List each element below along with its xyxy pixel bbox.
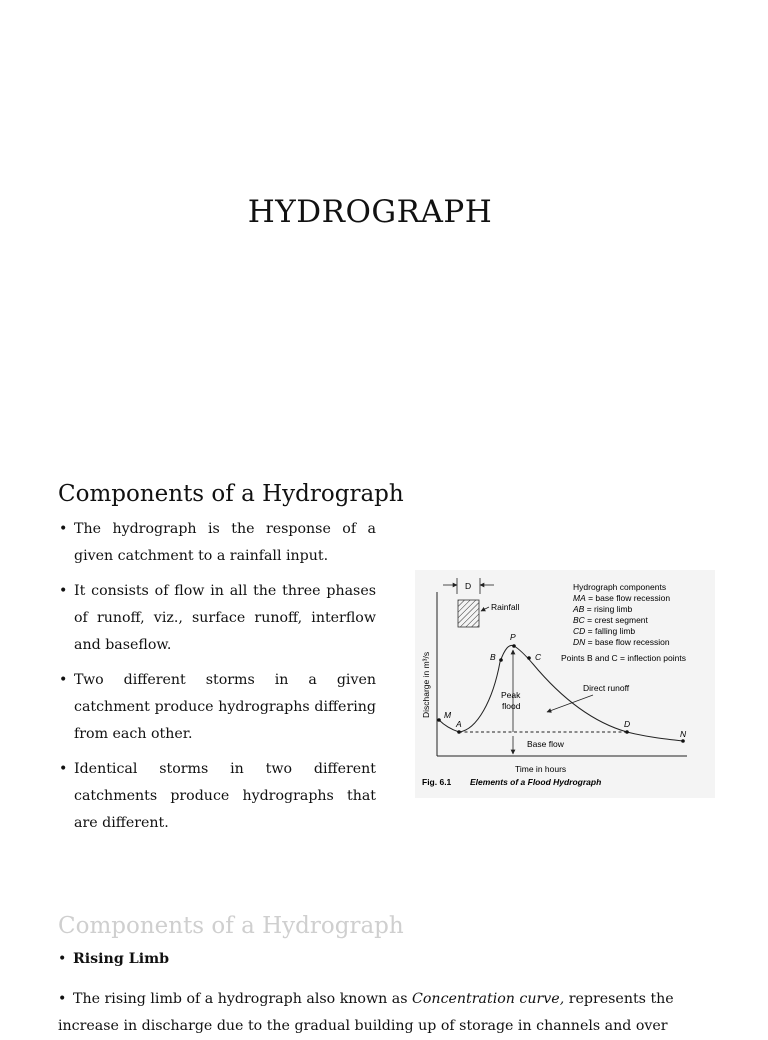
rising-limb-heading [58, 951, 169, 967]
rising-limb-paragraph [58, 986, 718, 1040]
rainfall-block [458, 600, 479, 627]
bullet-item [58, 516, 376, 570]
legend-text: = crest segment [584, 615, 648, 625]
bullet-dot: • [59, 672, 68, 688]
label-d: D [624, 719, 631, 729]
d-label: D [465, 581, 472, 591]
hydrograph-svg [415, 570, 715, 798]
figure-caption-text: Elements of a Flood Hydrograph [470, 777, 602, 787]
legend-item [573, 626, 635, 636]
label-a: A [456, 719, 462, 729]
legend-code: CD [573, 626, 586, 636]
legend-title: Hydrograph components [573, 582, 667, 592]
legend-text: = base flow recession [585, 637, 670, 647]
label-n: N [680, 729, 687, 739]
rising-limb-text-end: represents the increase in discharge due to the gradual building up of storage in channels and over [58, 991, 674, 1034]
hydrograph-figure [415, 570, 715, 798]
bullet-item [58, 578, 376, 659]
rainfall-pointer [481, 607, 489, 611]
label-p: P [510, 632, 516, 642]
legend-item [572, 604, 633, 614]
bullet-text: It consists of flow in all the three phases of runoff, viz., surface runoff, interflow and baseflow. [74, 583, 376, 653]
direct-runoff-label: Direct runoff [583, 683, 630, 693]
bullet-dot: • [59, 521, 68, 537]
bullet-text: Two different storms in a given catchment produce hydrographs differing from each other. [74, 672, 376, 742]
legend-text: = falling limb [585, 626, 636, 636]
legend-code: AB [573, 604, 585, 614]
legend-code: MA [573, 593, 586, 603]
rainfall-label: Rainfall [491, 602, 520, 612]
legend-item [573, 593, 670, 603]
section-heading-faded: Components of a Hydrograph [58, 913, 404, 939]
legend-text: = base flow recession [585, 593, 671, 603]
bullet-text: The hydrograph is the response of a given catchment to a rainfall input. [74, 521, 376, 564]
direct-runoff-pointer [547, 695, 593, 712]
rising-limb-label: Rising Limb [73, 951, 170, 967]
bullet-item [58, 667, 376, 748]
peak-flood-label-line1: Peak [501, 690, 521, 700]
legend-list [572, 593, 670, 647]
page-title: HYDROGRAPH [247, 194, 493, 230]
legend-text: = rising limb [584, 604, 633, 614]
inflection-note: Points B and C = inflection points [561, 653, 686, 663]
rising-limb-text-italic: Concentration curve, [412, 991, 565, 1007]
point-c [527, 656, 531, 660]
peak-flood-label-line2: flood [502, 701, 521, 711]
legend-code: DN [573, 637, 586, 647]
section-heading: Components of a Hydrograph [58, 481, 404, 507]
x-axis-label: Time in hours [515, 764, 567, 774]
legend-item [573, 637, 670, 647]
label-b: B [490, 652, 496, 662]
legend-code: BC [573, 615, 585, 625]
y-axis-label: Discharge in m³/s [421, 651, 431, 718]
point-b [499, 658, 503, 662]
bullet-list [58, 516, 376, 845]
figure-caption-number: Fig. 6.1 [422, 777, 452, 787]
bullet-dot: • [58, 991, 67, 1007]
bullet-dot: • [59, 761, 68, 777]
label-c: C [535, 652, 542, 662]
point-d [625, 730, 629, 734]
base-flow-label: Base flow [527, 739, 564, 749]
bullet-text: Identical storms in two different catchments produce hydrographs that are different. [74, 761, 376, 831]
bullet-item [58, 756, 376, 837]
point-m [437, 718, 441, 722]
bullet-dot: • [58, 951, 67, 967]
bullet-dot: • [59, 583, 68, 599]
point-a [457, 730, 461, 734]
point-p [512, 644, 516, 648]
point-n [681, 739, 685, 743]
legend-item [573, 615, 649, 625]
label-m: M [444, 710, 452, 720]
rising-limb-text-start: The rising limb of a hydrograph also known as [73, 991, 413, 1007]
